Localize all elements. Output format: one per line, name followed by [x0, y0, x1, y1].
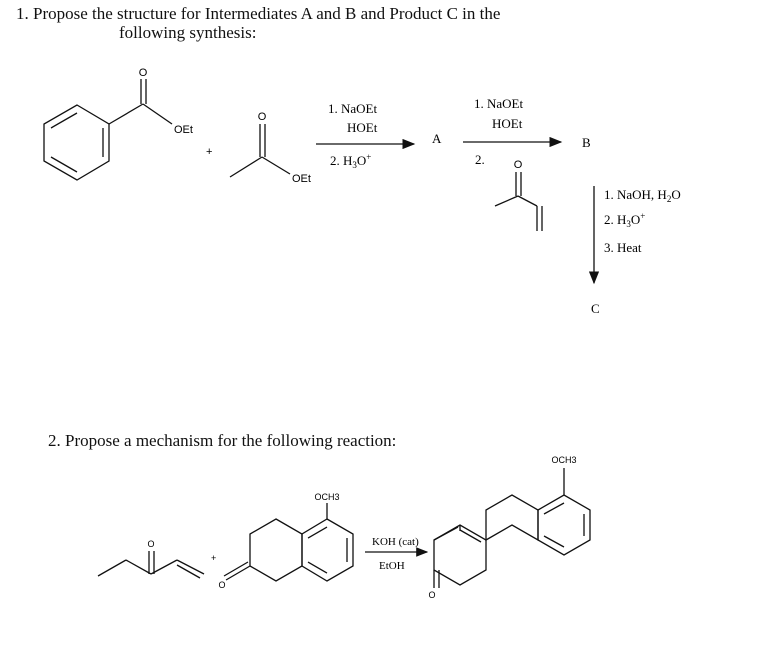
methyl-vinyl-ketone-molecule [495, 172, 542, 231]
question-1-line-2: following synthesis: [119, 23, 257, 42]
ethyl-benzoate-molecule [44, 79, 172, 180]
ethyl-acetate-oet: OEt [292, 173, 311, 185]
step-3-reagent-3: 3. Heat [604, 240, 642, 255]
step-1-reagent-2: HOEt [347, 120, 378, 135]
step-1-reagent-1: 1. NaOEt [328, 101, 378, 116]
mvk-oxygen: O [513, 159, 523, 171]
product-oxygen: O [428, 590, 436, 600]
product-c-label: C [591, 301, 600, 316]
tricyclic-enone-product [434, 468, 590, 588]
question-2-line-1: 2. Propose a mechanism for the following reaction: [48, 431, 397, 450]
step-2-reagent-3: 2. [475, 152, 485, 167]
methoxy-tetralone-molecule [224, 503, 353, 581]
question-1-line-1: 1. Propose the structure for Intermediates A and B and Product C in the [16, 4, 501, 23]
step-3-reagent-1: 1. NaOH, $H_2O$ [604, 187, 681, 204]
reaction-2-plus: + [211, 553, 217, 563]
ethyl-vinyl-ketone-molecule [98, 551, 204, 578]
intermediate-a-label: A [432, 131, 442, 146]
tetralone-oxygen: O [218, 580, 226, 590]
product-och3: OCH3 [551, 455, 577, 465]
step-3-reagent-2: 2. $H_3O^+$ [604, 211, 646, 229]
ethyl-benzoate-oet: OEt [174, 124, 193, 136]
intermediate-b-label: B [582, 135, 591, 150]
ethyl-acetate-molecule [230, 124, 290, 177]
reaction-1-plus: + [206, 146, 213, 158]
step-2-reagent-2: HOEt [492, 116, 523, 131]
step-1-reagent-3: 2. $H_3O^+$ [330, 152, 372, 170]
reaction-2-reagent-2: EtOH [379, 560, 405, 572]
ethyl-acetate-oxygen: O [257, 111, 267, 123]
ethyl-benzoate-oxygen: O [138, 67, 148, 79]
tetralone-och3: OCH3 [314, 492, 340, 502]
reaction-2-reagent-1: KOH (cat) [372, 536, 419, 548]
step-2-reagent-1: 1. NaOEt [474, 96, 524, 111]
evk-oxygen: O [147, 539, 155, 549]
